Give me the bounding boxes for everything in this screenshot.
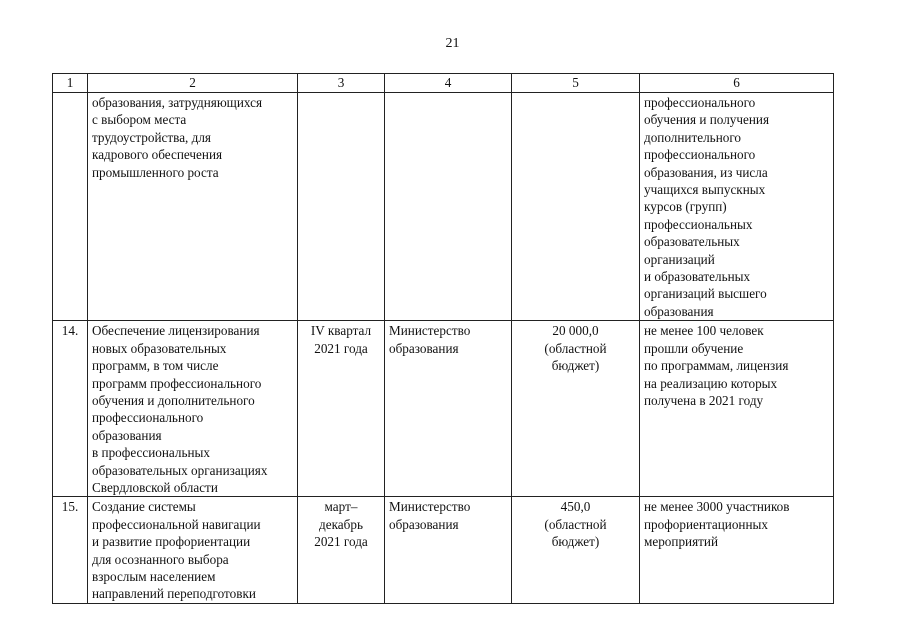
table-row	[53, 497, 834, 603]
cell-line: образовательных организациях	[92, 462, 268, 478]
cell-line: организаций высшего	[644, 286, 767, 302]
cell-executor	[385, 321, 512, 497]
cell-line: Обеспечение лицензирования	[92, 323, 260, 339]
cell-line: взрослым населением	[92, 568, 216, 584]
cell-line: 450,0	[560, 499, 591, 515]
cell-line: мероприятий	[644, 534, 719, 550]
cell-line: профессиональных	[644, 216, 753, 232]
cell-line: 20 000,0	[552, 323, 599, 339]
cell-line: трудоустройства, для	[92, 129, 211, 145]
cell-line: промышленного роста	[92, 164, 219, 180]
cell-line: новых образовательных	[92, 340, 227, 356]
cell-line: профориентационных	[644, 516, 768, 532]
cell-line: программ, в том числе	[92, 358, 219, 374]
cell-line: курсов (групп)	[644, 199, 727, 215]
column-header-2: 2	[88, 74, 298, 93]
cell-activity	[88, 497, 298, 603]
cell-line: профессионального	[644, 95, 756, 110]
cell-line: учащихся выпускных	[644, 182, 766, 198]
cell-activity	[88, 321, 298, 497]
cell-line: дополнительного	[644, 129, 742, 145]
cell-result	[640, 497, 834, 603]
cell-line: образовательных	[644, 234, 740, 250]
cell-line: IV квартал	[310, 323, 372, 339]
cell-line: профессионального	[92, 410, 204, 426]
cell-line: обучения и получения	[644, 112, 770, 128]
cell-line: кадрового обеспечения	[92, 147, 223, 163]
cell-line: не менее 3000 участников	[644, 499, 790, 515]
cell-line: 2021 года	[314, 534, 368, 550]
cell-budget	[512, 321, 640, 497]
cell-line: образования	[389, 516, 459, 532]
table-row	[53, 93, 834, 321]
cell-line: (областной	[544, 340, 607, 356]
cell-line: прошли обучение	[644, 340, 744, 356]
cell-line: март–	[324, 499, 358, 515]
cell-executor	[385, 93, 512, 321]
cell-number: 15.	[53, 497, 88, 603]
header-row	[53, 74, 834, 93]
cell-line: не менее 100 человек	[644, 323, 764, 339]
cell-line: направлений переподготовки	[92, 586, 256, 602]
cell-number: 14.	[53, 321, 88, 497]
cell-line: образования, из числа	[644, 164, 768, 180]
cell-number	[53, 93, 88, 321]
cell-budget	[512, 93, 640, 321]
column-header-1: 1	[53, 74, 88, 93]
column-header-3: 3	[298, 74, 385, 93]
cell-line: образования	[389, 340, 459, 356]
cell-line: образования	[644, 303, 714, 319]
cell-activity	[88, 93, 298, 321]
cell-line: для осознанного выбора	[92, 551, 229, 567]
cell-result	[640, 93, 834, 321]
cell-line: бюджет)	[551, 358, 600, 374]
cell-line: получена в 2021 году	[644, 392, 764, 408]
cell-line: (областной	[544, 516, 607, 532]
cell-line: Свердловской области	[92, 479, 218, 495]
cell-line: бюджет)	[551, 534, 600, 550]
cell-line: декабрь	[319, 516, 363, 532]
cell-line: профессиональной навигации	[92, 516, 261, 532]
cell-line: на реализацию которых	[644, 375, 778, 391]
cell-line: образования, затрудняющихся	[92, 95, 263, 110]
cell-executor	[385, 497, 512, 603]
cell-result	[640, 321, 834, 497]
cell-line: с выбором места	[92, 112, 187, 128]
cell-line: программ профессионального	[92, 375, 262, 391]
cell-line: по программам, лицензия	[644, 358, 789, 374]
cell-line: обучения и дополнительного	[92, 392, 255, 408]
cell-line: и развитие профориентации	[92, 534, 251, 550]
cell-line: 2021 года	[314, 340, 368, 356]
cell-period	[298, 497, 385, 603]
cell-line: и образовательных	[644, 269, 751, 285]
column-header-4: 4	[385, 74, 512, 93]
column-header-6: 6	[640, 74, 834, 93]
column-header-5: 5	[512, 74, 640, 93]
cell-line: организаций	[644, 251, 715, 267]
cell-line: Министерство	[389, 323, 471, 339]
cell-line: профессионального	[644, 147, 756, 163]
cell-period	[298, 93, 385, 321]
measures-table	[52, 73, 834, 604]
page-number: 21	[445, 36, 460, 51]
table-row	[53, 321, 834, 497]
cell-line: Создание системы	[92, 499, 196, 515]
cell-period	[298, 321, 385, 497]
cell-budget	[512, 497, 640, 603]
cell-line: образования	[92, 427, 162, 443]
cell-line: в профессиональных	[92, 445, 210, 461]
cell-line: Министерство	[389, 499, 471, 515]
